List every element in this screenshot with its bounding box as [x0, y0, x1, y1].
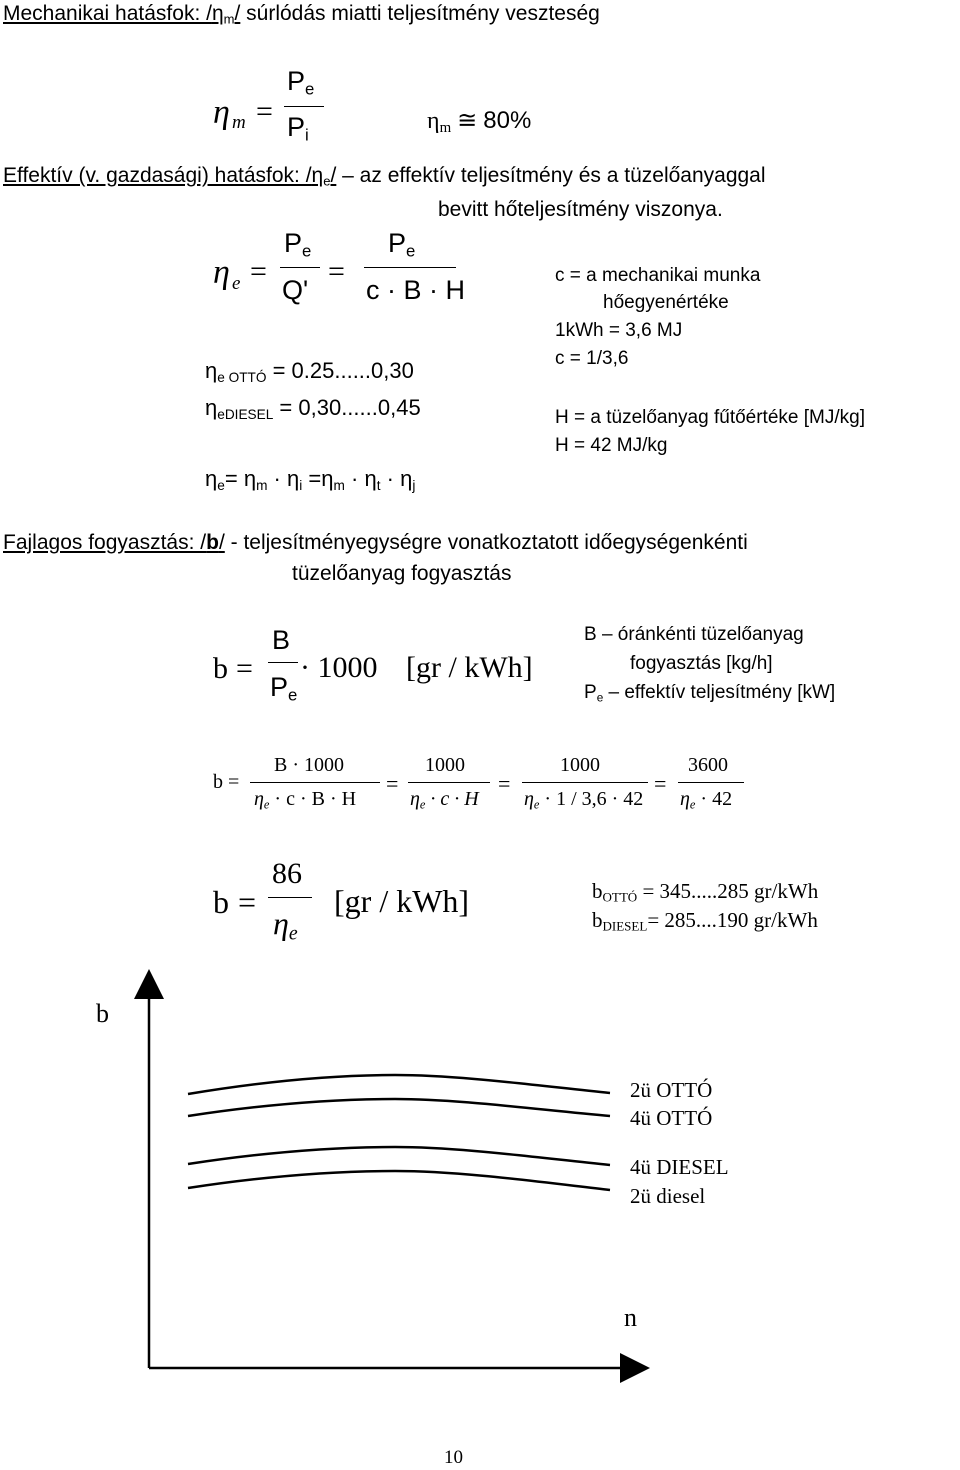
- fraction-bar: [268, 662, 298, 663]
- numerator: 1000: [425, 754, 465, 776]
- subscript: m: [232, 112, 246, 133]
- denominator-rest: · 42: [700, 788, 733, 810]
- note-line: 1kWh = 3,6 MJ: [555, 320, 683, 341]
- symbol-b: b: [213, 652, 228, 685]
- subscript: e: [406, 241, 416, 261]
- eta-symbol: η: [254, 788, 264, 810]
- curve-label: 4ü DIESEL: [630, 1155, 729, 1179]
- equals-sign: =: [654, 771, 667, 796]
- curve-2u-diesel: [188, 1171, 610, 1190]
- symbol-b: b: [592, 908, 603, 932]
- subscript: e: [217, 477, 225, 493]
- equals-sign: =: [256, 95, 273, 128]
- symbol-p: P: [388, 228, 407, 258]
- symbol-p: P: [287, 112, 306, 142]
- denominator: [254, 788, 356, 812]
- otto-efficiency-range: [205, 358, 414, 385]
- symbol-b: b: [213, 884, 229, 920]
- subscript: e: [232, 273, 241, 294]
- symbol-p: P: [584, 682, 597, 703]
- symbol-b: b: [206, 531, 219, 554]
- subscript: DIESEL: [602, 918, 648, 934]
- heading-description: – az effektív teljesítmény és a tüzelőanyaggal: [336, 164, 766, 187]
- heading-specific-consumption: [3, 531, 748, 555]
- note-line: c = 1/3,6: [555, 348, 629, 369]
- denominator: [273, 905, 298, 946]
- eta-symbol: η: [213, 94, 230, 131]
- result-diesel: [592, 908, 818, 935]
- eta-symbol: η: [205, 466, 218, 491]
- dot-operator: ·: [386, 466, 394, 491]
- equals-sign: =: [308, 466, 322, 491]
- note-line: H = a tüzelőanyag fűtőértéke [MJ/kg]: [555, 407, 865, 428]
- eta-symbol: η: [680, 788, 690, 810]
- unit: [gr / kWh]: [334, 883, 470, 919]
- subscript: e: [302, 241, 312, 261]
- heading-description: súrlódás miatti teljesítmény veszteség: [240, 2, 600, 25]
- denominator: [524, 788, 643, 812]
- numerator: [284, 228, 311, 262]
- numerator: 86: [272, 857, 302, 890]
- legend-line: [584, 682, 835, 704]
- denominator: [680, 788, 732, 812]
- denominator-rest: · 1 / 3,6 · 42: [544, 788, 644, 810]
- subscript: i: [299, 477, 303, 493]
- note-line: H = 42 MJ/kg: [555, 435, 668, 456]
- subscript: e: [689, 797, 696, 812]
- eta-symbol: η: [211, 2, 224, 25]
- eta-symbol: η: [321, 466, 334, 491]
- note-line: c = a mechanikai munka: [555, 265, 761, 286]
- subscript: e: [596, 691, 604, 705]
- curve-4u-diesel: [188, 1147, 610, 1165]
- result-value: = 345.....285 gr/kWh: [637, 879, 819, 903]
- eta-symbol: η: [410, 788, 420, 810]
- fraction-bar: [522, 782, 648, 783]
- fraction-bar: [284, 106, 324, 107]
- heading-effective-efficiency: [3, 164, 766, 189]
- fraction-bar: [250, 782, 380, 783]
- heading-mechanical-efficiency: [3, 2, 600, 27]
- fraction-bar: [408, 782, 490, 783]
- slash: /: [218, 531, 225, 554]
- subscript: m: [256, 477, 268, 493]
- curve-4u-otto: [188, 1099, 610, 1116]
- eta-symbol: η: [287, 466, 300, 491]
- fraction-bar: [268, 897, 312, 898]
- factor: · 1000: [300, 651, 378, 684]
- slash: /: [330, 164, 337, 187]
- subscript: e: [305, 79, 315, 99]
- heading-description-line2: tüzelőanyag fogyasztás: [292, 562, 512, 585]
- eta-symbol: η: [427, 108, 440, 134]
- denominator: Q': [282, 275, 309, 305]
- eta-symbol: η: [273, 905, 289, 941]
- eta-symbol: η: [205, 358, 218, 383]
- slash: /: [234, 2, 241, 25]
- eta-symbol: η: [205, 395, 218, 420]
- denominator-rest: · c · B · H: [274, 788, 357, 810]
- curve-label: 4ü OTTÓ: [630, 1106, 713, 1130]
- curve-label: 2ü diesel: [630, 1184, 706, 1208]
- subscript: e: [263, 797, 270, 812]
- numerator: 1000: [560, 754, 600, 776]
- numerator: [287, 66, 314, 100]
- equals-sign: =: [250, 255, 267, 288]
- dot-operator: ·: [273, 466, 281, 491]
- unit: [gr / kWh]: [406, 651, 533, 684]
- dot-operator: ·: [351, 466, 359, 491]
- denominator-rest: · c · H: [430, 788, 479, 810]
- consumption-curve-figure: [0, 960, 960, 1400]
- subscript: e: [323, 173, 331, 189]
- approx-value: 80%: [483, 107, 532, 134]
- equals-sign: =: [498, 771, 511, 796]
- symbol-p: P: [270, 672, 289, 702]
- efficiency-chain: [205, 466, 415, 493]
- denominator: [287, 112, 309, 146]
- subscript: t: [376, 477, 381, 493]
- range-value: = 0.25......0,30: [266, 358, 414, 383]
- result-value: = 285....190 gr/kWh: [647, 908, 818, 932]
- eta-symbol: η: [213, 254, 230, 291]
- range-value: = 0,30......0,45: [273, 395, 421, 420]
- numerator: B · 1000: [274, 754, 344, 776]
- approx-statement: [427, 106, 531, 137]
- page-number: 10: [444, 1447, 463, 1468]
- symbol-p: P: [287, 66, 306, 96]
- fraction-bar: [280, 267, 320, 268]
- heading-description: - teljesítményegységre vonatkoztatott időegységenkénti: [224, 531, 748, 554]
- eta-symbol: η: [400, 466, 413, 491]
- numerator: [388, 228, 415, 262]
- subscript: m: [333, 477, 345, 493]
- curve-label: 2ü OTTÓ: [630, 1078, 713, 1102]
- numerator: B: [272, 625, 291, 655]
- denominator: [270, 672, 297, 706]
- equals-sign: =: [224, 466, 238, 491]
- eta-symbol: η: [311, 164, 324, 187]
- symbol-b: b: [592, 879, 603, 903]
- subscript: m: [439, 120, 452, 137]
- equals-sign: =: [328, 255, 345, 288]
- heading-text: Effektív (v. gazdasági) hatásfok: /: [3, 164, 312, 187]
- denominator: c · B · H: [366, 275, 465, 305]
- subscript: e: [288, 685, 298, 705]
- subscript: eDIESEL: [217, 406, 274, 422]
- equals-sign: =: [238, 884, 257, 920]
- legend-line: B – óránkénti tüzelőanyag: [584, 624, 804, 645]
- legend-text: – effektív teljesítmény [kW]: [603, 682, 836, 703]
- subscript: e: [533, 797, 540, 812]
- eta-symbol: η: [364, 466, 377, 491]
- heading-description-line2: bevitt hőteljesítmény viszonya.: [438, 198, 723, 221]
- y-axis-label: b: [96, 999, 109, 1028]
- curve-2u-otto: [188, 1075, 610, 1094]
- approx-sign: ≅: [457, 108, 478, 134]
- result-otto: [592, 879, 818, 906]
- eta-symbol: η: [243, 466, 257, 491]
- subscript: m: [223, 11, 235, 27]
- subscript: e OTTÓ: [217, 369, 267, 385]
- heading-text: Fajlagos fogyasztás: /: [3, 531, 207, 554]
- derivation-lhs: b =: [213, 771, 240, 793]
- subscript: e: [419, 797, 426, 812]
- eta-symbol: η: [524, 788, 534, 810]
- fraction-bar: [364, 267, 456, 268]
- subscript: OTTÓ: [602, 889, 638, 905]
- numerator: 3600: [688, 754, 728, 776]
- equals-sign: =: [236, 652, 253, 685]
- legend-line: fogyasztás [kg/h]: [630, 653, 773, 674]
- equals-sign: =: [386, 771, 399, 796]
- symbol-p: P: [284, 228, 303, 258]
- x-axis-label: n: [624, 1303, 637, 1332]
- subscript: j: [412, 477, 416, 493]
- denominator: [410, 788, 479, 812]
- diesel-efficiency-range: [205, 395, 421, 422]
- heading-text: Mechanikai hatásfok: /: [3, 2, 212, 25]
- subscript: i: [305, 125, 309, 145]
- subscript: e: [288, 922, 298, 945]
- note-line: hőegyenértéke: [603, 292, 729, 313]
- fraction-bar: [678, 782, 744, 783]
